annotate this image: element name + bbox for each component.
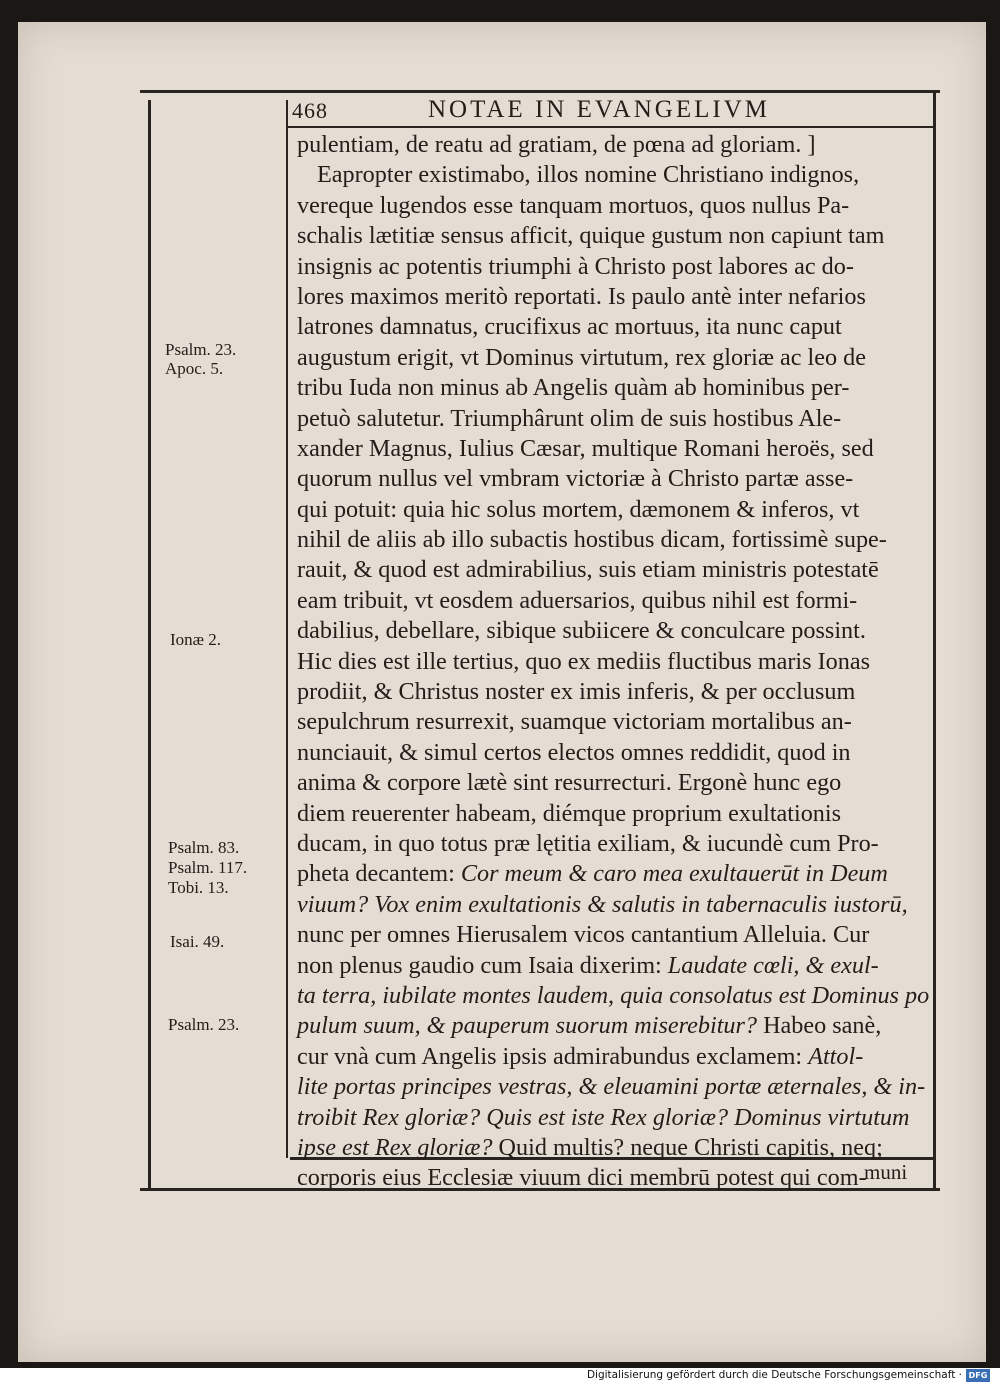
scripture-quote: Laudate cœli, & exul-	[667, 951, 879, 979]
frame-top-rule	[140, 90, 940, 93]
text-line: Hic dies est ille tertius, quo ex mediis fluctibus maris Ionas	[297, 647, 871, 675]
text-fragment: non plenus gaudio cum Isaia dixerim:	[297, 951, 662, 979]
text-line: dabilius, debellare, sibique subiicere & conculcare possint.	[297, 617, 866, 645]
text-line: rauit, & quod est admirabilius, suis etiam ministris potestatē	[297, 556, 879, 584]
scripture-quote: ipse est Rex gloriæ?	[297, 1133, 493, 1161]
funding-credit: Digitalisierung gefördert durch die Deutsche Forschungsgemeinschaft ·	[586, 1369, 962, 1381]
scripture-quote: lite portas principes vestras, & eleuamini portæ æternales, & in-	[297, 1073, 926, 1101]
scripture-quote: Cor meum & caro mea exultauerūt in Deum	[460, 860, 888, 888]
text-line	[297, 1011, 927, 1041]
text-line: anima & corpore lætè sint resurrecturi. Ergonè hunc ego	[297, 769, 842, 797]
text-line: xander Magnus, Iulius Cæsar, multique Romani heroës, sed	[297, 434, 874, 462]
text-line: Eapropter existimabo, illos nomine Christiano indignos,	[317, 161, 860, 189]
text-line: tribu Iuda non minus ab Angelis quàm ab hominibus per-	[297, 374, 850, 402]
scripture-quote: pulum suum, & pauperum suorum miserebitur?	[297, 1012, 758, 1040]
frame-left-rule	[148, 100, 151, 1188]
margin-note: Isai. 49.	[170, 932, 225, 951]
text-line	[297, 1133, 927, 1163]
text-fragment: cur vnà cum Angelis ipsis admirabundus exclamem:	[297, 1042, 803, 1070]
text-line: pulentiam, de reatu ad gratiam, de pœna ad gloriam. ]	[297, 131, 816, 158]
text-line: prodiit, & Christus noster ex imis inferis, & per occlusum	[297, 678, 856, 706]
page-number: 468	[292, 98, 328, 123]
text-line: eam tribuit, vt eosdem aduersarios, quibus nihil est formi-	[297, 586, 858, 614]
text-fragment: Habeo sanè,	[763, 1012, 882, 1040]
margin-note: Ionæ 2.	[170, 630, 221, 649]
catchword: muni	[864, 1160, 908, 1184]
text-line	[297, 1042, 927, 1072]
text-line	[297, 890, 927, 920]
margin-note: Psalm. 23.	[165, 340, 237, 359]
text-fragment: Quid multis? neque Christi capitis, neq;	[498, 1133, 883, 1161]
text-line: corporis eius Ecclesiæ viuum dici membrū potest qui com-	[297, 1164, 867, 1192]
scripture-quote: Attol-	[808, 1042, 864, 1070]
frame-right-rule	[933, 92, 936, 1189]
main-text-block	[297, 130, 930, 1194]
text-line: vereque lugendos esse tanquam mortuos, quos nullus Pa-	[297, 191, 850, 219]
running-header	[292, 98, 928, 126]
scripture-quote: viuum? Vox enim exultationis & salutis in tabernaculis iustorū,	[297, 890, 908, 918]
text-line: petuò salutetur. Triumphârunt olim de suis hostibus Ale-	[297, 404, 842, 432]
margin-note: Psalm. 83.	[168, 838, 240, 857]
text-line: schalis lætitiæ sensus afficit, quique gustum non capiunt tam	[297, 222, 885, 250]
scripture-quote: troibit Rex gloriæ? Quis est iste Rex gloriæ? Dominus virtutum	[297, 1103, 910, 1131]
text-line	[297, 1072, 927, 1102]
text-line	[297, 859, 927, 889]
text-line	[297, 951, 927, 981]
scripture-quote: ta terra, iubilate montes laudem, quia consolatus est Dominus po	[297, 981, 930, 1009]
text-column-rule	[286, 100, 288, 1158]
text-line: ducam, in quo totus præ lętitia exiliam, & iucundè cum Pro-	[297, 829, 879, 857]
text-fragment: pheta decantem:	[297, 860, 455, 888]
text-line: nunciauit, & simul certos electos omnes reddidit, quod in	[297, 738, 851, 766]
running-title: NOTAE IN EVANGELIVM	[428, 96, 770, 123]
text-line: lores maximos meritò reportati. Is paulo antè inter nefarios	[297, 282, 866, 310]
dfg-logo: DFG	[966, 1369, 990, 1382]
text-line: sepulchrum resurrexit, suamque victoriam mortalibus an-	[297, 708, 852, 736]
text-line: quorum nullus vel vmbram victoriæ à Christo partæ asse-	[297, 465, 854, 493]
text-line: augustum erigit, vt Dominus virtutum, rex gloriæ ac leo de	[297, 343, 866, 371]
text-line: nunc per omnes Hierusalem vicos cantantium Alleluia. Cur	[297, 921, 870, 949]
text-line: diem reuerenter habeam, diémque proprium exultationis	[297, 799, 842, 827]
text-line: insignis ac potentis triumphi à Christo post labores ac do-	[297, 252, 854, 280]
text-line	[297, 981, 930, 1011]
header-rule	[286, 126, 934, 128]
margin-note: Psalm. 23.	[168, 1015, 240, 1034]
margin-note: Psalm. 117.	[168, 858, 248, 877]
margin-note: Tobi. 13.	[168, 878, 229, 897]
text-line: nihil de aliis ab illo subactis hostibus dicam, fortissimè supe-	[297, 526, 887, 554]
margin-note: Apoc. 5.	[165, 359, 224, 378]
text-line: latrones damnatus, crucifixus ac mortuus, ita nunc caput	[297, 313, 842, 341]
text-line: qui potuit: quia hic solus mortem, dæmonem & inferos, vt	[297, 495, 860, 523]
text-line	[297, 1103, 927, 1133]
